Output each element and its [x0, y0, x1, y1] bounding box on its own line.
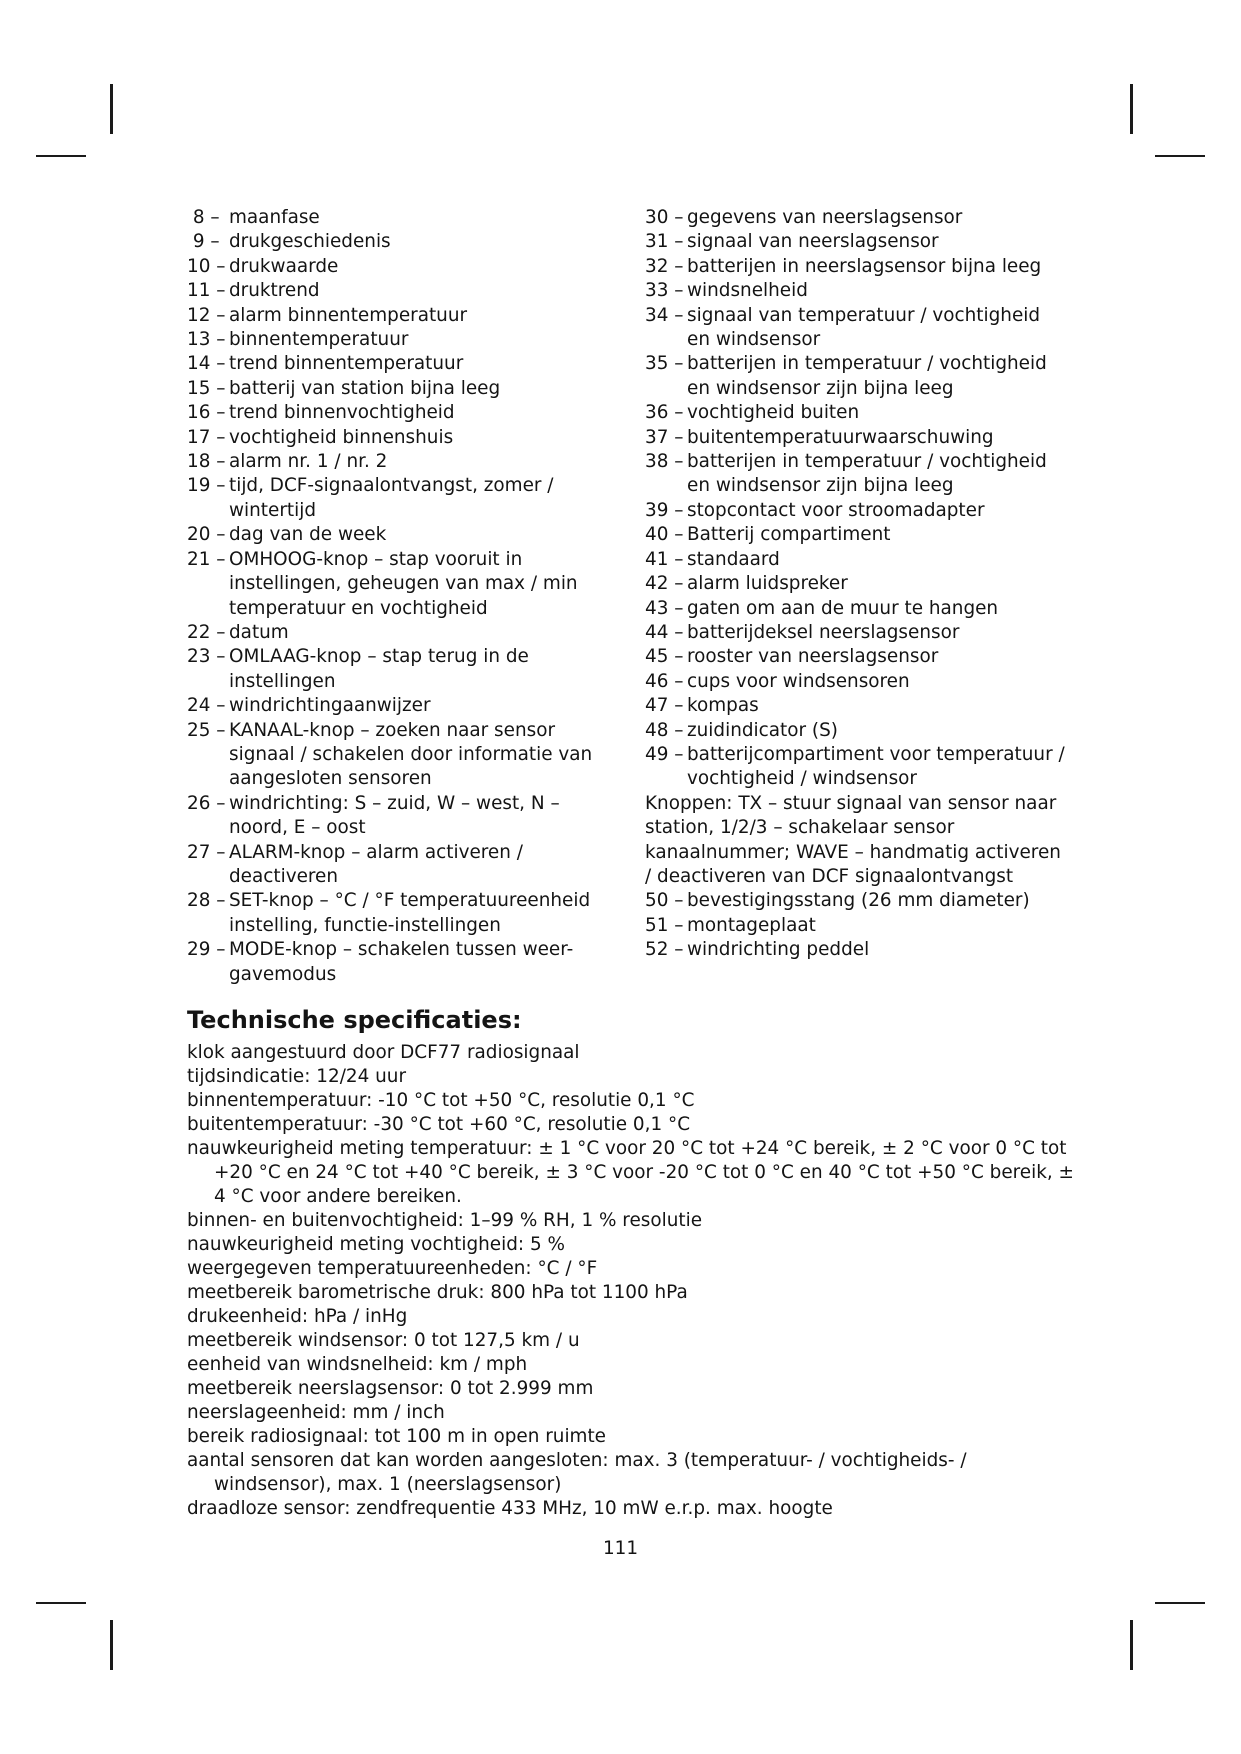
item-number: 10 – — [187, 255, 226, 277]
item-text: maanfase — [229, 207, 320, 228]
item-text: OMLAAG-knop – stap terug in de instellingen — [229, 646, 529, 692]
list-item — [645, 719, 1065, 743]
item-number: 31 – — [645, 231, 684, 253]
item-text: windrichting: S – zuid, W – west, N – noord, E – oost — [229, 792, 560, 839]
item-number: 52 – — [645, 939, 684, 961]
item-number: 25 – — [187, 719, 226, 741]
list-item — [187, 377, 617, 401]
item-number: 38 – — [645, 451, 684, 473]
spec-line: nauwkeurigheid meting temperatuur: ± 1 °C voor 20 °C tot +24 °C bereik, ± 2 °C voor 0 °C tot +20 °C en 24 °C tot +40 °C bereik, ± 3 °C voor -20 °C tot 0 °C en 40 °C tot +50 °C bereik, ± 4 °C voor andere bereiken. — [187, 1138, 1074, 1207]
list-item — [187, 401, 617, 425]
specs-list — [187, 1041, 1087, 1521]
item-text: MODE-knop – schakelen tussen weer-gavemodus — [229, 939, 574, 985]
item-number: 24 – — [187, 695, 226, 717]
item-text: batterijcompartiment voor temperatuur / vochtigheid / windsensor — [687, 743, 1065, 790]
crop-mark-top-right-vertical — [1130, 84, 1133, 134]
item-number: 47 – — [645, 695, 684, 717]
item-text: ALARM-knop – alarm activeren / deactiveren — [229, 841, 523, 887]
item-text: montageplaat — [687, 914, 816, 936]
list-item — [645, 230, 1065, 254]
list-item — [645, 938, 1065, 962]
spec-line: bereik radiosignaal: tot 100 m in open ruimte — [187, 1426, 606, 1447]
spec-line: meetbereik barometrische druk: 800 hPa tot 1100 hPa — [187, 1282, 688, 1303]
spec-line: binnen- en buitenvochtigheid: 1–99 % RH, 1 % resolutie — [187, 1210, 703, 1231]
spec-line: weergegeven temperatuureenheden: °C / °F — [187, 1258, 598, 1279]
list-item — [645, 255, 1065, 279]
spec-line: meetbereik neerslagsensor: 0 tot 2.999 mm — [187, 1378, 594, 1399]
item-text: alarm luidspreker — [687, 573, 848, 595]
item-number: 32 – — [645, 255, 684, 277]
list-item — [645, 279, 1065, 303]
crop-mark-bottom-left-vertical — [110, 1620, 113, 1670]
item-text: rooster van neerslagsensor — [687, 646, 939, 668]
crop-mark-bottom-left-horizontal — [36, 1602, 86, 1604]
crop-mark-bottom-right-horizontal — [1155, 1602, 1205, 1604]
list-item — [645, 401, 1065, 425]
item-number: 44 – — [645, 621, 684, 643]
item-text: druktrend — [229, 280, 320, 302]
item-text: signaal van neerslagsensor — [687, 231, 939, 253]
item-number: 13 – — [187, 329, 226, 351]
item-number: 20 – — [187, 524, 226, 546]
item-number: 51 – — [645, 914, 684, 936]
list-item — [187, 645, 617, 694]
list-item — [645, 670, 1065, 694]
item-number: 40 – — [645, 524, 684, 546]
list-item — [645, 889, 1065, 913]
item-number: 48 – — [645, 719, 684, 741]
item-text: Batterij compartiment — [687, 524, 891, 546]
spec-line: aantal sensoren dat kan worden aangesloten: max. 3 (temperatuur- / vochtigheids- / windsensor), max. 1 (neerslagsensor) — [187, 1450, 967, 1495]
spec-line: eenheid van windsnelheid: km / mph — [187, 1354, 528, 1375]
item-text: binnentemperatuur — [229, 329, 409, 351]
list-item — [187, 255, 617, 279]
item-text: windrichting peddel — [687, 939, 870, 961]
item-text: zuidindicator (S) — [687, 719, 838, 741]
item-number: 19 – — [187, 475, 226, 497]
item-text: KANAAL-knop – zoeken naar sensor signaal / schakelen door informatie van aangesloten sensoren — [229, 719, 593, 790]
list-item — [645, 206, 1065, 230]
item-number: 27 – — [187, 841, 226, 863]
item-text: cups voor windsensoren — [687, 670, 910, 692]
list-item — [187, 304, 617, 328]
list-item — [187, 694, 617, 718]
item-text: bevestigingsstang (26 mm diameter) — [687, 890, 1030, 912]
item-text: batterijen in temperatuur / vochtigheid en windsensor zijn bijna leeg — [687, 353, 1047, 399]
item-text: dag van de week — [229, 524, 387, 546]
item-text: signaal van temperatuur / vochtigheid en windsensor — [687, 304, 1041, 351]
item-number: 37 – — [645, 426, 684, 448]
item-number: 45 – — [645, 646, 684, 668]
item-text: buitentemperatuurwaarschuwing — [687, 426, 994, 448]
item-text: alarm nr. 1 / nr. 2 — [229, 451, 388, 473]
parts-list-right — [645, 206, 1065, 963]
list-item — [187, 719, 617, 792]
item-number: 42 – — [645, 573, 684, 595]
specs-heading: Technische specificaties: — [187, 1006, 522, 1034]
list-item — [187, 474, 617, 523]
item-number: 16 – — [187, 402, 226, 424]
crop-mark-top-left-horizontal — [36, 155, 86, 157]
item-number: 43 – — [645, 597, 684, 619]
list-item — [645, 621, 1065, 645]
item-number: 36 – — [645, 402, 684, 424]
item-number: 26 – — [187, 792, 226, 814]
item-text: batterijen in temperatuur / vochtigheid en windsensor zijn bijna leeg — [687, 451, 1047, 497]
item-number: 30 – — [645, 207, 684, 228]
list-item — [645, 352, 1065, 401]
item-number: 15 – — [187, 377, 226, 399]
spec-line: neerslageenheid: mm / inch — [187, 1402, 445, 1423]
list-item — [645, 548, 1065, 572]
list-item — [645, 694, 1065, 718]
list-item — [187, 352, 617, 376]
item-number: 8 – — [187, 207, 220, 228]
item-text: batterij van station bijna leeg — [229, 377, 501, 399]
item-text: alarm binnentemperatuur — [229, 304, 468, 326]
list-item — [187, 450, 617, 474]
item-text: windrichtingaanwijzer — [229, 695, 431, 717]
spec-line: tijdsindicatie: 12/24 uur — [187, 1066, 407, 1087]
item-number: 29 – — [187, 939, 226, 961]
spec-line: buitentemperatuur: -30 °C tot +60 °C, resolutie 0,1 °C — [187, 1114, 691, 1135]
list-item — [645, 450, 1065, 499]
item-number: 23 – — [187, 646, 226, 668]
item-number: 39 – — [645, 499, 684, 521]
list-item — [187, 523, 617, 547]
item-text: OMHOOG-knop – stap vooruit in instellingen, geheugen van max / min temperatuur en vochtigheid — [229, 548, 578, 619]
list-item — [187, 621, 617, 645]
list-item — [187, 792, 617, 841]
list-item — [645, 523, 1065, 547]
crop-mark-top-right-horizontal — [1155, 155, 1205, 157]
item-text: batterijen in neerslagsensor bijna leeg — [687, 255, 1042, 277]
item-text: batterijdeksel neerslagsensor — [687, 621, 960, 643]
item-text: stopcontact voor stroomadapter — [687, 499, 985, 521]
item-number: 9 – — [187, 231, 220, 253]
spec-line: draadloze sensor: zendfrequentie 433 MHz, 10 mW e.r.p. max. hoogte — [187, 1498, 833, 1519]
item-text: trend binnenvochtigheid — [229, 402, 455, 424]
item-number: 41 – — [645, 548, 684, 570]
list-item — [187, 279, 617, 303]
item-text: datum — [229, 621, 289, 643]
list-item — [645, 572, 1065, 596]
item-number: 11 – — [187, 280, 226, 302]
item-number: 28 – — [187, 890, 226, 912]
item-number: 46 – — [645, 670, 684, 692]
item-number: 12 – — [187, 304, 226, 326]
item-number: 34 – — [645, 304, 684, 326]
item-text: windsnelheid — [687, 280, 808, 302]
item-number: 49 – — [645, 743, 684, 765]
list-item — [645, 743, 1065, 792]
item-number: 22 – — [187, 621, 226, 643]
buttons-note: Knoppen: TX – stuur signaal van sensor naar station, 1/2/3 – schakelaar sensor kanaalnummer; WAVE – handmatig activeren / deactiveren van DCF signaalontvangst — [645, 792, 1061, 887]
item-number: 14 – — [187, 353, 226, 375]
item-text: tijd, DCF-signaalontvangst, zomer / wintertijd — [229, 475, 554, 521]
list-item — [645, 499, 1065, 523]
list-item — [645, 426, 1065, 450]
item-number: 35 – — [645, 353, 684, 375]
spec-line: klok aangestuurd door DCF77 radiosignaal — [187, 1042, 580, 1063]
list-item — [187, 206, 617, 230]
crop-mark-bottom-right-vertical — [1130, 1620, 1133, 1670]
item-text: standaard — [687, 548, 780, 570]
page-number: 111 — [602, 1538, 639, 1559]
parts-list-left — [187, 206, 617, 987]
item-text: gaten om aan de muur te hangen — [687, 597, 999, 619]
item-number: 21 – — [187, 548, 226, 570]
list-item — [645, 304, 1065, 353]
spec-line: nauwkeurigheid meting vochtigheid: 5 % — [187, 1234, 565, 1255]
list-item — [187, 889, 617, 938]
item-text: SET-knop – °C / °F temperatuureenheid instelling, functie-instellingen — [229, 890, 591, 936]
spec-line: binnentemperatuur: -10 °C tot +50 °C, resolutie 0,1 °C — [187, 1090, 695, 1111]
item-text: drukgeschiedenis — [229, 231, 391, 253]
item-number: 33 – — [645, 280, 684, 302]
spec-line: drukeenheid: hPa / inHg — [187, 1306, 408, 1327]
spec-line: meetbereik windsensor: 0 tot 127,5 km / u — [187, 1330, 580, 1351]
list-item — [645, 914, 1065, 938]
item-number: 18 – — [187, 451, 226, 473]
list-item — [187, 938, 617, 987]
item-text: vochtigheid binnenshuis — [229, 426, 454, 448]
crop-mark-top-left-vertical — [110, 84, 113, 134]
item-text: gegevens van neerslagsensor — [687, 207, 963, 228]
list-item — [645, 597, 1065, 621]
item-text: trend binnentemperatuur — [229, 353, 464, 375]
list-item — [187, 426, 617, 450]
item-number: 17 – — [187, 426, 226, 448]
item-number: 50 – — [645, 890, 684, 912]
list-item — [187, 841, 617, 890]
list-item — [645, 645, 1065, 669]
item-text: vochtigheid buiten — [687, 402, 860, 424]
list-item — [187, 328, 617, 352]
item-text: drukwaarde — [229, 255, 339, 277]
item-text: kompas — [687, 695, 759, 717]
list-item — [187, 548, 617, 621]
list-item — [187, 230, 617, 254]
